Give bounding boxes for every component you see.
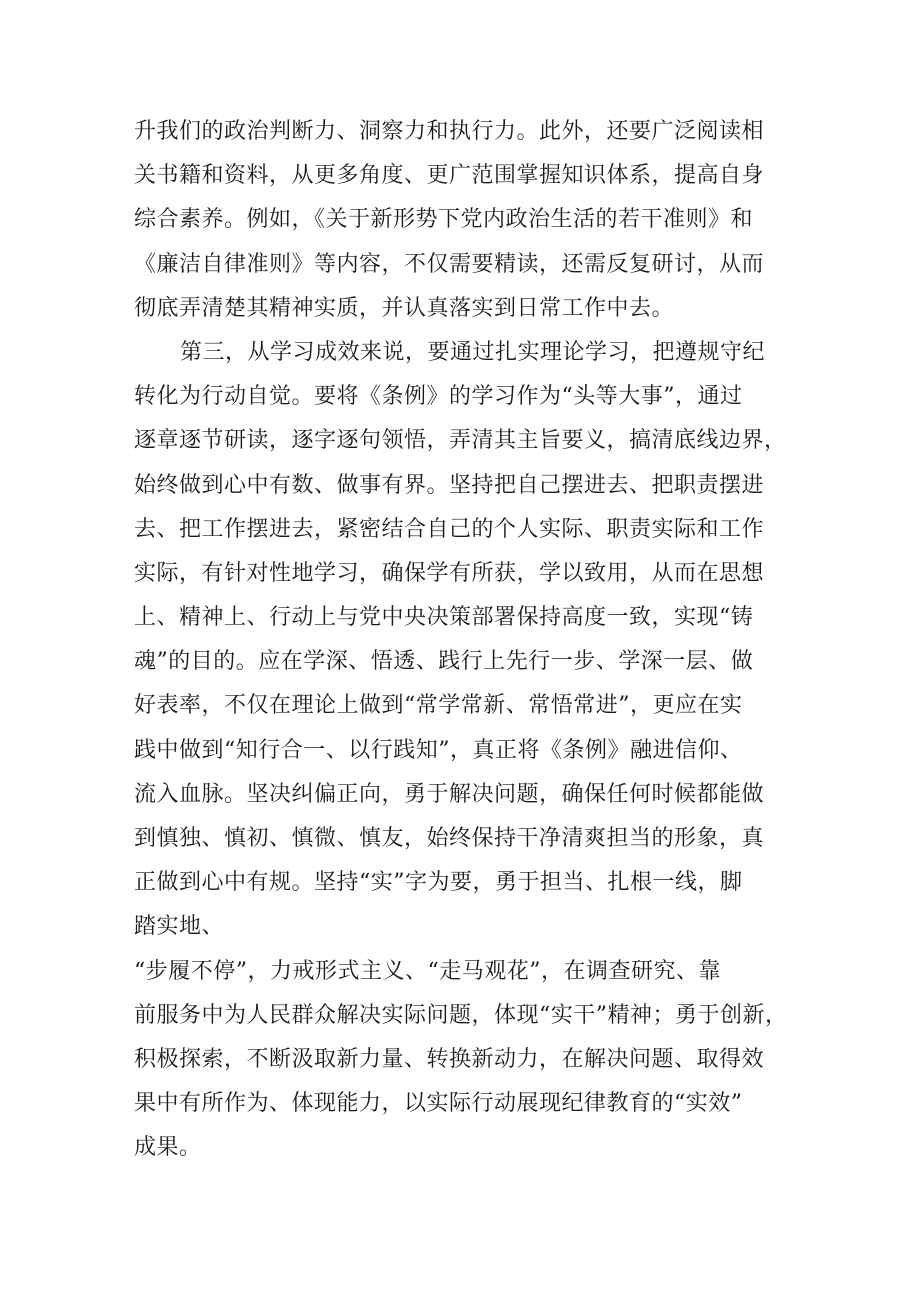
text-line: “步履不停”，力戒形式主义、“走马观花”，在调查研究、靠 bbox=[134, 958, 721, 984]
text-line: 果中有所作为、体现能力，以实际行动展现纪律教育的“实效” bbox=[134, 1091, 743, 1117]
text-line: 踏实地、 bbox=[134, 914, 225, 940]
text-line: 实际，有针对性地学习，确保学有所获，学以致用，从而在思想 bbox=[134, 560, 765, 586]
paragraph-1 bbox=[134, 110, 794, 331]
document-body bbox=[134, 110, 794, 1171]
text-line: 魂”的目的。应在学深、悟透、践行上先行一步、学深一层、做 bbox=[134, 649, 754, 675]
paragraph-2 bbox=[134, 331, 794, 1171]
text-line: 去、把工作摆进去，紧密结合自己的个人实际、职责实际和工作 bbox=[134, 516, 765, 542]
text-line: 上、精神上、行动上与党中央决策部署保持高度一致，实现“铸 bbox=[134, 605, 754, 631]
text-line: 流入血脉。坚决纠偏正向，勇于解决问题，确保任何时候都能做 bbox=[134, 781, 765, 807]
text-line: 升我们的政治判断力、洞察力和执行力。此外，还要广泛阅读相 bbox=[134, 119, 765, 144]
text-line: 积极探索，不断汲取新力量、转换新动力，在解决问题、取得效 bbox=[134, 1046, 765, 1072]
text-line: 《廉洁自律准则》等内容，不仅需要精读，还需反复研讨，从而 bbox=[134, 251, 765, 277]
text-line: 转化为行动自觉。要将《条例》的学习作为“头等大事”，通过 bbox=[134, 384, 743, 410]
text-line: 关书籍和资料，从更多角度、更广范围掌握知识体系，提高自身 bbox=[134, 163, 765, 189]
text-line: 综合素养。例如，《关于新形势下党内政治生活的若干准则》和 bbox=[134, 207, 754, 233]
text-line: 前服务中为人民群众解决实际问题，体现“实干”精神；勇于创新， bbox=[134, 1002, 788, 1028]
text-line: 好表率，不仅在理论上做到“常学常新、常悟常进”，更应在实 bbox=[134, 693, 743, 719]
text-line: 始终做到心中有数、做事有界。坚持把自己摆进去、把职责摆进 bbox=[134, 472, 765, 498]
text-line: 逐章逐节研读，逐字逐句领悟，弄清其主旨要义，搞清底线边界， bbox=[134, 428, 787, 454]
text-line: 正做到心中有规。坚持“实”字为要，勇于担当、扎根一线，脚 bbox=[134, 870, 743, 896]
text-line: 成果。 bbox=[134, 1135, 202, 1161]
text-line: 第三，从学习成效来说，要通过扎实理论学习，把遵规守纪 bbox=[180, 339, 766, 365]
text-line: 到慎独、慎初、慎微、慎友，始终保持干净清爽担当的形象，真 bbox=[134, 826, 765, 851]
text-line: 践中做到“知行合一、以行践知”，真正将《条例》融进信仰、 bbox=[134, 737, 743, 763]
text-line: 彻底弄清楚其精神实质，并认真落实到日常工作中去。 bbox=[134, 295, 675, 321]
